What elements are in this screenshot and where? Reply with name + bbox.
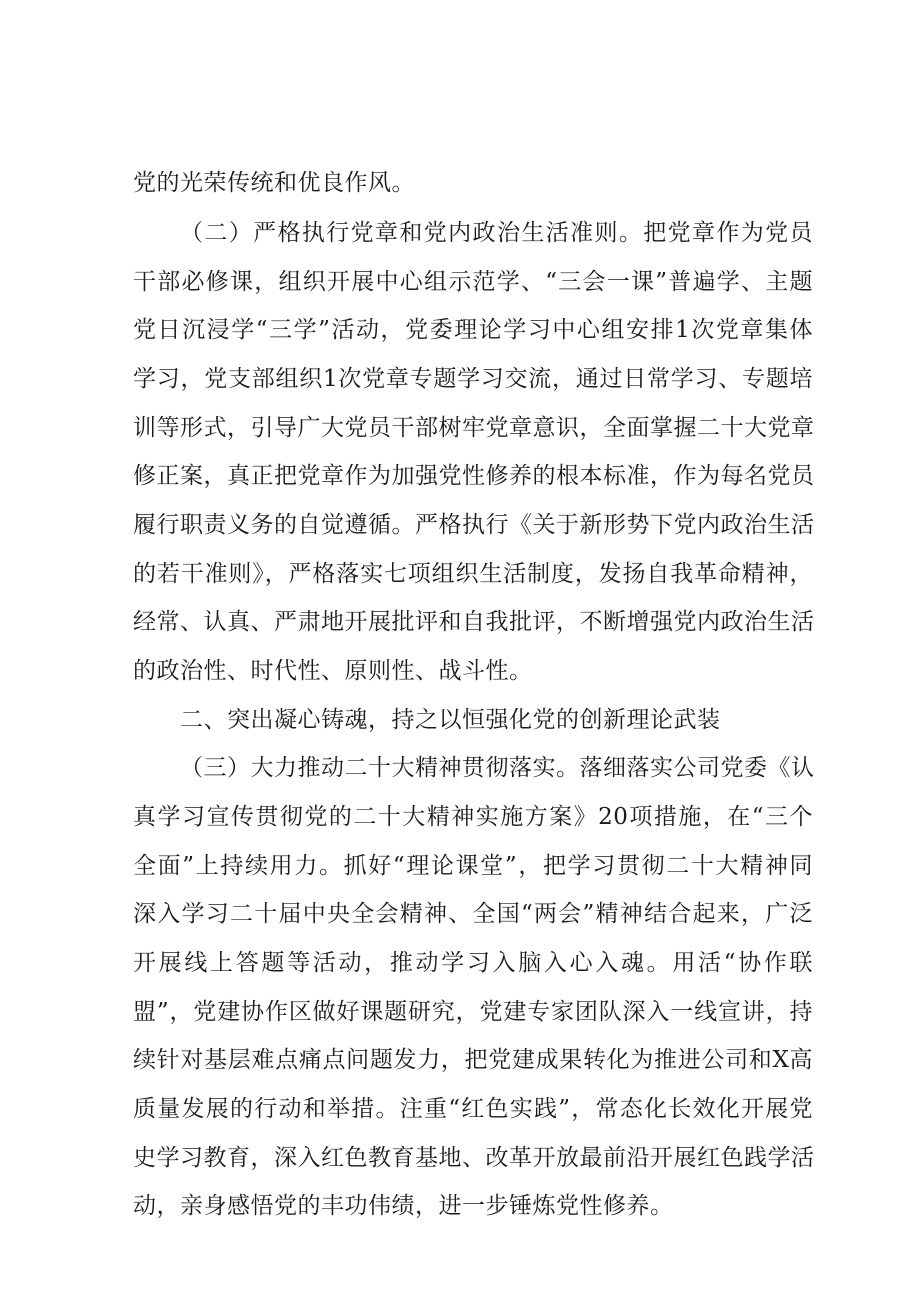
paragraph-line: 的政治性、时代性、原则性、战斗性。 <box>133 658 533 684</box>
intro-line: 党的光荣传统和优良作风。 <box>133 170 415 196</box>
paragraph-line: 修正案，真正把党章作为加强党性修养的根本标准，作为每名党员 <box>133 463 815 489</box>
paragraph-line: 履行职责义务的自觉遵循。严格执行《关于新形势下党内政治生活 <box>133 512 815 538</box>
paragraph-line: 动，亲身感悟党的丰功伟绩，进一步锤炼党性修养。 <box>133 1193 674 1219</box>
paragraph-line: 党日沉浸学“三学”活动，党委理论学习中心组安排1次党章集体 <box>133 317 813 343</box>
section-heading: 二、突出凝心铸魂，持之以恒强化党的创新理论武装 <box>180 707 721 733</box>
paragraph-line: 干部必修课，组织开展中心组示范学、“三会一课”普遍学、主题 <box>133 269 813 295</box>
paragraph-line: 真学习宣传贯彻党的二十大精神实施方案》20项措施，在“三个 <box>133 804 813 830</box>
paragraph-line: （二）严格执行党章和党内政治生活准则。把党章作为党员 <box>180 220 813 246</box>
paragraph-line: 史学习教育，深入红色教育基地、改革开放最前沿开展红色践学活 <box>133 1145 815 1171</box>
paragraph-line: 深入学习二十届中央全会精神、全国“两会”精神结合起来，广泛 <box>133 901 813 927</box>
paragraph-line: （三）大力推动二十大精神贯彻落实。落细落实公司党委《认 <box>180 755 815 781</box>
paragraph-line: 质量发展的行动和举措。注重“红色实践”，常态化长效化开展党 <box>133 1096 813 1122</box>
paragraph-line: 续针对基层难点痛点问题发力，把党建成果转化为推进公司和X高 <box>133 1047 813 1073</box>
paragraph-line: 训等形式，引导广大党员干部树牢党章意识，全面掌握二十大党章 <box>133 415 815 441</box>
paragraph-line: 的若干准则》，严格落实七项组织生活制度，发扬自我革命精神， <box>133 561 813 587</box>
paragraph-line: 开展线上答题等活动，推动学习入脑入心入魂。用活“协作联 <box>133 950 813 976</box>
paragraph-line: 全面”上持续用力。抓好“理论课堂”，把学习贯彻二十大精神同 <box>133 853 813 879</box>
paragraph-line: 经常、认真、严肃地开展批评和自我批评，不断增强党内政治生活 <box>133 609 815 635</box>
paragraph-line: 学习，党支部组织1次党章专题学习交流，通过日常学习、专题培 <box>133 366 813 392</box>
paragraph-line: 盟”，党建协作区做好课题研究，党建专家团队深入一线宣讲，持 <box>133 999 813 1025</box>
